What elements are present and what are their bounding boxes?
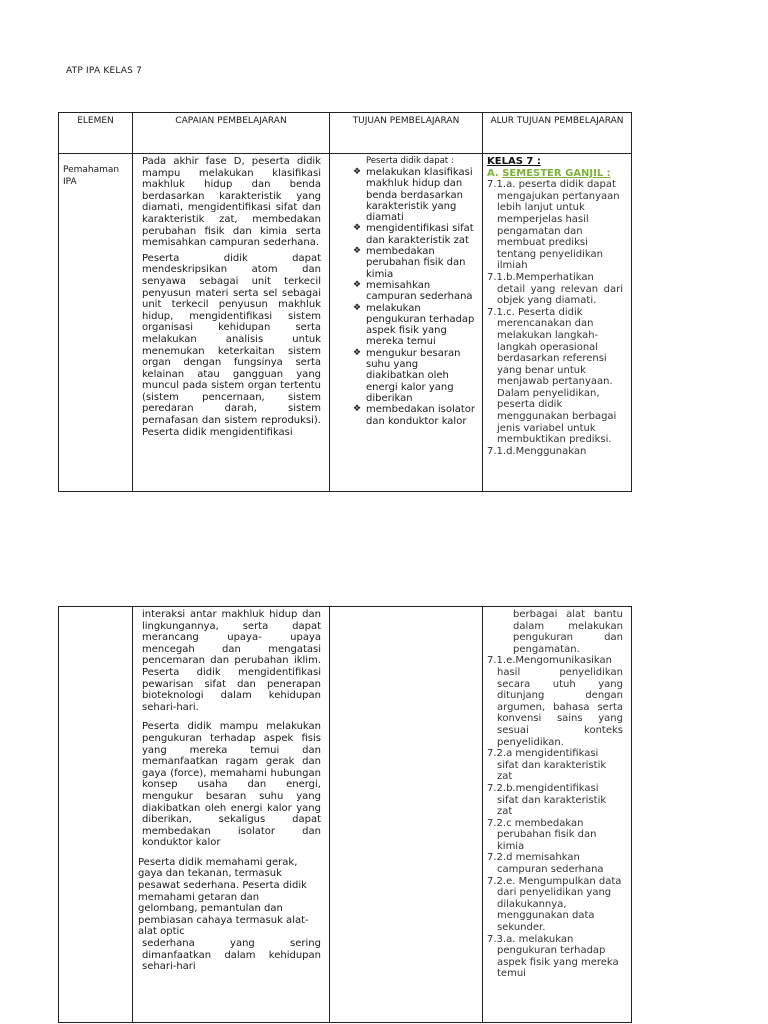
diamond-bullet-icon: ❖: [353, 167, 362, 177]
kelas-heading: KELAS 7 :: [487, 156, 541, 167]
header-alur: ALUR TUJUAN PEMBELAJARAN: [483, 113, 632, 154]
diamond-bullet-icon: ❖: [353, 223, 362, 234]
diamond-bullet-icon: ❖: [353, 246, 362, 257]
alur-item: 7.3.a. melakukan pengukuran terhadap aspek fisik yang mereka temui: [487, 933, 619, 980]
alur-continuation: berbagai alat bantu dalam melakukan pengukuran dan pengamatan.: [513, 609, 623, 655]
header-tujuan: TUJUAN PEMBELAJARAN: [330, 113, 483, 154]
capaian-paragraph: interaksi antar makhluk hidup dan lingkungannya, serta dapat merancang upaya- upaya mencegah dan mengatasi pencemaran dan perubahan iklim. Peserta didik mengidentifikasi pewarisan sifat dan penerapan bioteknologi dalam kehidupan sehari-hari.: [142, 609, 321, 713]
alur-item: 7.1.e.Mengomunikasikan hasil penyelidikan secara utuh yang ditunjang dengan argumen, bahasa serta konvensi sains yang sesuai konteks penyelidikan.: [487, 655, 623, 748]
header-row: [59, 113, 632, 154]
list-item: ❖ mengidentifikasi sifat dan karakteristik zat: [353, 223, 474, 246]
capaian-cell: [133, 607, 330, 1023]
elemen-cell: [59, 607, 133, 1023]
tujuan-list: [336, 167, 478, 427]
diamond-bullet-icon: ❖: [353, 347, 362, 358]
table-row: [59, 607, 632, 1023]
list-item: ❖ memisahkan campuran sederhana: [353, 279, 473, 303]
capaian-paragraph: Peserta didik mampu melakukan pengukuran terhadap aspek fisis yang mereka temui dan memanfaatkan ragam gerak dan gaya (force), memahami hubungan konsep usaha dan energi, mengukur besaran suhu yang diakibatkan oleh energi kalor yang diberikan, sekaligus dapat membedakan isolator dan konduktor kalor: [142, 721, 321, 849]
tujuan-intro: Peserta didik dapat :: [366, 156, 454, 166]
diamond-bullet-icon: ❖: [353, 279, 362, 290]
elemen-cell: Pemahaman IPA: [59, 154, 133, 492]
alur-item: 7.2.d memisahkan campuran sederhana: [487, 852, 604, 876]
document-title: ATP IPA KELAS 7: [66, 66, 143, 76]
capaian-paragraph: Pada akhir fase D, peserta didik mampu melakukan klasifikasi makhluk hidup dan benda berdasarkan karakteristik yang diamati, mengidentifikasi sifat dan karakteristik zat, membedakan perubahan fisik dan kimia serta memisahkan campuran sederhana.: [142, 156, 321, 249]
diamond-bullet-icon: ❖: [353, 404, 362, 415]
alur-item: 7.2.a mengidentifikasi sifat dan karakteristik zat: [487, 748, 607, 783]
tujuan-cell: [330, 607, 483, 1023]
tujuan-cell: [330, 154, 483, 492]
list-item: ❖ membedakan perubahan fisik dan kimia: [353, 246, 466, 280]
diamond-bullet-icon: ❖: [353, 302, 362, 313]
header-elemen: ELEMEN: [59, 113, 133, 154]
header-capaian: CAPAIAN PEMBELAJARAN: [133, 113, 330, 154]
list-item: ❖ melakukan klasifikasi makhluk hidup dan benda berdasarkan karakteristik yang diamati: [353, 167, 473, 224]
list-item: ❖ membedakan isolator dan konduktor kalor: [353, 404, 476, 427]
alur-item: 7.1.c. Peserta didik merencanakan dan melakukan langkah-langkah operasional berdasarkan referensi yang benar untuk menjawab pertanyaan. Dalam penyelidikan, peserta didik menggunakan berbagai jenis variabel untuk membuktikan prediksi.: [487, 306, 617, 446]
capaian-paragraph: Peserta didik dapat mendeskripsikan atom dan senyawa sebagai unit terkecil penyusun materi serta sel sebagai unit terkecil penyusun makhluk hidup, mengidentifikasi sistem organisasi kehidupan serta melakukan analisis untuk menemukan keterkaitan sistem organ dengan fungsinya serta kelainan atau gangguan yang muncul pada sistem organ tertentu (sistem pencernaan, sistem peredaran darah, sistem pernafasan dan sistem reproduksi). Peserta didik mengidentifikasi: [142, 252, 321, 438]
alur-item: 7.2.c membedakan perubahan fisik dan kimia: [487, 817, 597, 852]
table-row: [59, 154, 632, 492]
atp-table-page-2: [58, 606, 632, 1023]
capaian-paragraph: Peserta didik memahami gerak, gaya dan tekanan, termasuk pesawat sederhana. Peserta didik memahami getaran dan gelombang, pemantulan dan pembiasan cahaya termasuk alat- alat optic: [138, 856, 309, 938]
atp-table-page-1: [58, 112, 632, 492]
alur-item: 7.2.b.mengidentifikasi sifat dan karakteristik zat: [487, 782, 607, 818]
alur-item: 7.1.a. peserta didik dapat mengajukan pertanyaan lebih lanjut untuk memperjelas hasil pengamatan dan membuat prediksi tentang penyelidikan ilmiah: [487, 179, 620, 272]
alur-item: 7.2.e. Mengumpulkan data dari penyelidikan yang dilakukannya, menggunakan data sekunder.: [487, 875, 622, 934]
semester-heading: A. SEMESTER GANJIL :: [487, 167, 611, 179]
alur-cell: [483, 154, 632, 492]
list-item: ❖ mengukur besaran suhu yang diakibatkan oleh energi kalor yang diberikan: [353, 347, 461, 404]
alur-item: 7.1.b.Memperhatikan detail yang relevan dari objek yang diamati.: [487, 271, 623, 307]
list-item: ❖ melakukan pengukuran terhadap aspek fisik yang mereka temui: [353, 302, 475, 348]
capaian-cell: [133, 154, 330, 492]
alur-cell: [483, 607, 632, 1023]
alur-item: 7.1.d.Menggunakan: [487, 445, 587, 457]
capaian-paragraph: sederhana yang sering dimanfaatkan dalam kehidupan sehari-hari: [142, 938, 321, 973]
